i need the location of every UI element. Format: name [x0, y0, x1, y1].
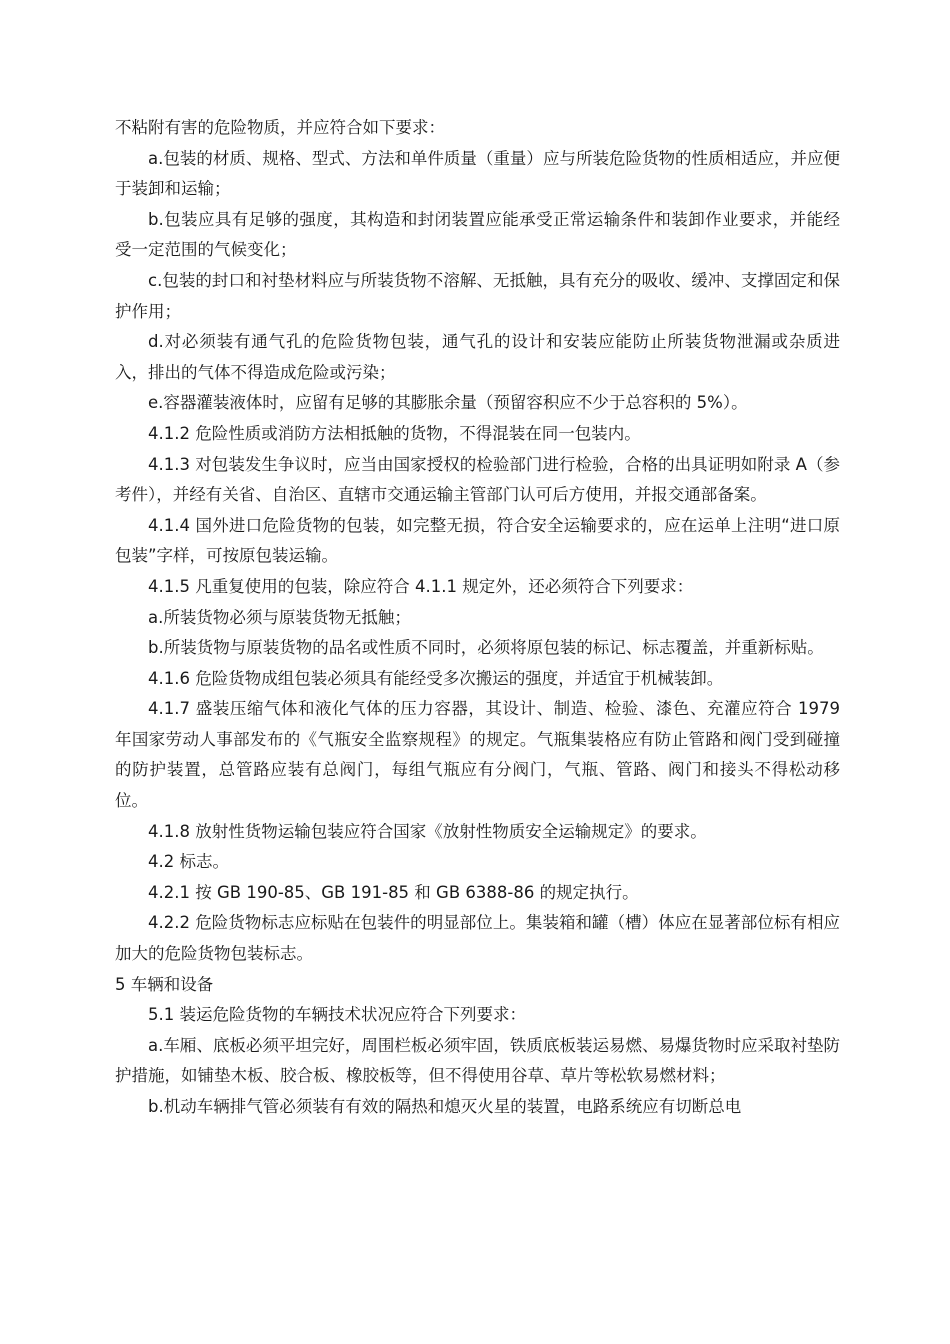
clause-5-1-item-a: a.车厢、底板必须平坦完好，周围栏板必须牢固，铁质底板装运易燃、易爆货物时应采取衬垫防护措施，如铺垫木板、胶合板、橡胶板等，但不得使用谷草、草片等松软易燃材料； — [115, 1035, 840, 1086]
paragraph-item-e: e.容器灌装液体时，应留有足够的其膨胀余量（预留容积应不少于总容积的 5%）。 — [148, 393, 748, 413]
clause-4-1-2: 4.1.2 危险性质或消防方法相抵触的货物，不得混装在同一包装内。 — [148, 423, 641, 443]
clause-4-2-2: 4.2.2 危险货物标志应标贴在包装件的明显部位上。集装箱和罐（槽）体应在显著部位标有相应加大的危险货物包装标志。 — [115, 913, 840, 964]
paragraph-item-a: a.包装的材质、规格、型式、方法和单件质量（重量）应与所装危险货物的性质相适应，并应便于装卸和运输； — [115, 148, 840, 199]
clause-4-1-5-item-b: b.所装货物与原装货物的品名或性质不同时，必须将原包装的标记、标志覆盖，并重新标贴。 — [148, 638, 824, 658]
clause-4-2: 4.2 标志。 — [148, 852, 229, 872]
section-5-heading: 5 车辆和设备 — [115, 974, 214, 994]
clause-4-1-7: 4.1.7 盛装压缩气体和液化气体的压力容器，其设计、制造、检验、漆色、充灌应符合 1979 年国家劳动人事部发布的《气瓶安全监察规程》的规定。气瓶集装格应有防止管路和阀门受到碰撞的防护装置，总管路应装有总阀门，每组气瓶应有分阀门，气瓶、管路、阀门和接头不得松动移位。 — [115, 699, 840, 811]
clause-5-1: 5.1 装运危险货物的车辆技术状况应符合下列要求： — [148, 1005, 526, 1025]
paragraph-item-b: b.包装应具有足够的强度，其构造和封闭装置应能承受正常运输条件和装卸作业要求，并能经受一定范围的气候变化； — [115, 209, 840, 260]
clause-4-1-3: 4.1.3 对包装发生争议时，应当由国家授权的检验部门进行检验，合格的出具证明如附录 A（参考件），并经有关省、自治区、直辖市交通运输主管部门认可后方使用，并报交通部备案。 — [115, 454, 840, 505]
clause-4-2-1: 4.2.1 按 GB 190-85、GB 191-85 和 GB 6388-86 的规定执行。 — [148, 882, 639, 902]
clause-4-1-8: 4.1.8 放射性货物运输包装应符合国家《放射性物质安全运输规定》的要求。 — [148, 821, 707, 841]
paragraph-continuation: 不粘附有害的危险物质，并应符合如下要求： — [115, 118, 445, 137]
clause-5-1-item-b: b.机动车辆排气管必须装有有效的隔热和熄灭火星的装置，电路系统应有切断总电 — [148, 1097, 742, 1116]
paragraph-item-c: c.包装的封口和衬垫材料应与所装货物不溶解、无抵触，具有充分的吸收、缓冲、支撑固定和保护作用； — [115, 270, 840, 321]
clause-4-1-4: 4.1.4 国外进口危险货物的包装，如完整无损，符合安全运输要求的，应在运单上注明“进口原包装”字样，可按原包装运输。 — [115, 515, 840, 566]
clause-4-1-5: 4.1.5 凡重复使用的包装，除应符合 4.1.1 规定外，还必须符合下列要求： — [148, 576, 694, 596]
clause-4-1-6: 4.1.6 危险货物成组包装必须具有能经受多次搬运的强度，并适宜于机械装卸。 — [148, 668, 724, 688]
clause-4-1-5-item-a: a.所装货物必须与原装货物无抵触； — [148, 607, 411, 627]
paragraph-item-d: d.对必须装有通气孔的危险货物包装，通气孔的设计和安装应能防止所装货物泄漏或杂质进入，排出的气体不得造成危险或污染； — [115, 332, 840, 382]
document-body — [115, 113, 840, 1123]
